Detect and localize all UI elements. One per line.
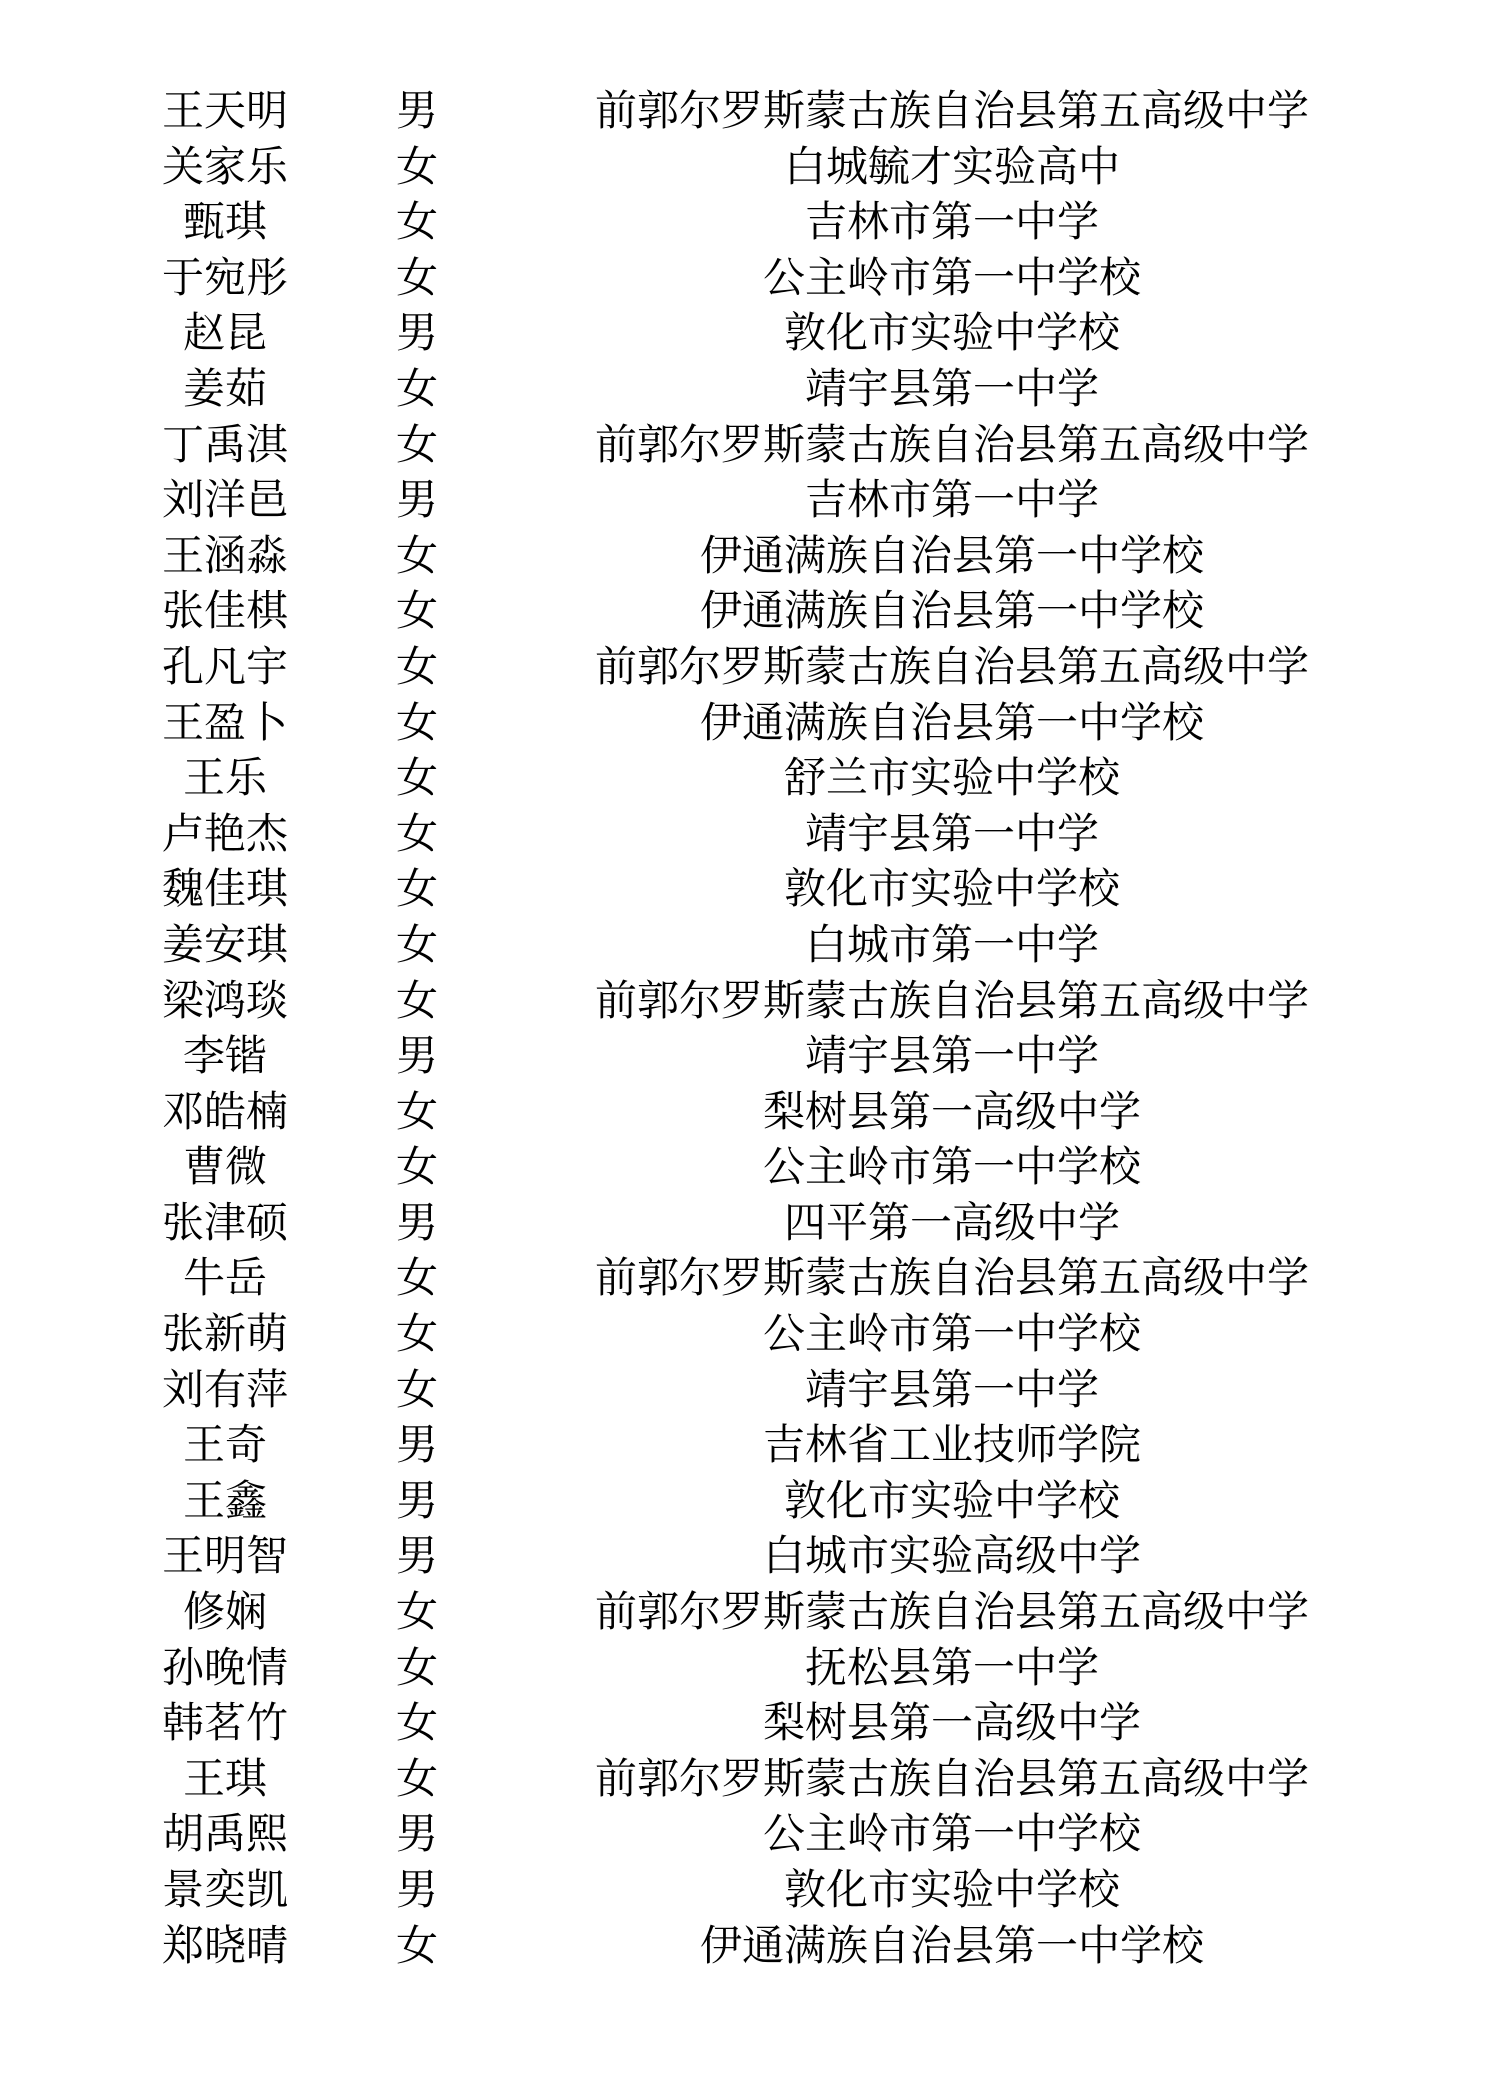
list-item bbox=[0, 194, 1496, 250]
list-item bbox=[0, 639, 1496, 695]
student-gender: 女 bbox=[395, 141, 438, 191]
student-school: 白城市第一中学 bbox=[804, 919, 1099, 969]
list-item bbox=[0, 1640, 1496, 1696]
student-name: 邓皓楠 bbox=[161, 1086, 288, 1136]
student-school: 白城毓才实验高中 bbox=[783, 141, 1120, 191]
student-school: 舒兰市实验中学校 bbox=[783, 753, 1120, 803]
student-school: 敦化市实验中学校 bbox=[783, 1865, 1120, 1914]
student-gender: 女 bbox=[395, 530, 438, 580]
list-item bbox=[0, 1362, 1496, 1418]
student-gender: 男 bbox=[395, 308, 438, 358]
student-name: 王鑫 bbox=[182, 1475, 267, 1525]
student-school: 公主岭市第一中学校 bbox=[762, 1809, 1141, 1859]
list-item bbox=[0, 1806, 1496, 1862]
student-gender: 女 bbox=[395, 1086, 438, 1136]
list-item bbox=[0, 417, 1496, 473]
student-name: 梁鸿琰 bbox=[161, 975, 288, 1025]
student-school: 吉林省工业技师学院 bbox=[762, 1420, 1141, 1470]
student-school: 公主岭市第一中学校 bbox=[762, 1309, 1141, 1359]
list-item bbox=[0, 1250, 1496, 1306]
student-name: 王奇 bbox=[182, 1420, 267, 1470]
student-school: 敦化市实验中学校 bbox=[783, 864, 1120, 914]
student-name: 张津硕 bbox=[161, 1197, 288, 1247]
student-name: 丁禹淇 bbox=[161, 419, 288, 469]
student-name: 李锴 bbox=[182, 1031, 267, 1081]
list-item bbox=[0, 139, 1496, 195]
student-school: 四平第一高级中学 bbox=[783, 1197, 1120, 1247]
student-gender: 女 bbox=[395, 1753, 438, 1803]
student-gender: 男 bbox=[395, 1865, 438, 1914]
student-school: 伊通满族自治县第一中学校 bbox=[699, 697, 1204, 747]
student-name: 修娴 bbox=[182, 1587, 267, 1637]
student-school: 前郭尔罗斯蒙古族自治县第五高级中学 bbox=[594, 86, 1309, 135]
student-gender: 男 bbox=[395, 1197, 438, 1247]
student-name: 郑晓晴 bbox=[161, 1920, 288, 1970]
student-school: 吉林市第一中学 bbox=[804, 197, 1099, 247]
student-gender: 女 bbox=[395, 1142, 438, 1192]
student-school: 前郭尔罗斯蒙古族自治县第五高级中学 bbox=[594, 975, 1309, 1025]
student-gender: 女 bbox=[395, 586, 438, 636]
student-school: 吉林市第一中学 bbox=[804, 475, 1099, 525]
student-school: 抚松县第一中学 bbox=[804, 1642, 1099, 1692]
student-school: 敦化市实验中学校 bbox=[783, 308, 1120, 358]
list-item bbox=[0, 861, 1496, 917]
student-gender: 女 bbox=[395, 975, 438, 1025]
student-gender: 女 bbox=[395, 808, 438, 858]
student-name: 孙晚情 bbox=[161, 1642, 288, 1692]
student-gender: 女 bbox=[395, 1698, 438, 1748]
student-gender: 男 bbox=[395, 1531, 438, 1581]
list-item bbox=[0, 361, 1496, 417]
student-school: 靖宇县第一中学 bbox=[804, 1364, 1099, 1414]
list-item bbox=[0, 1084, 1496, 1140]
student-name: 王涵淼 bbox=[161, 530, 288, 580]
student-name: 王天明 bbox=[161, 86, 288, 135]
list-item bbox=[0, 1695, 1496, 1751]
student-name: 张佳棋 bbox=[161, 586, 288, 636]
list-item bbox=[0, 695, 1496, 751]
student-gender: 女 bbox=[395, 1253, 438, 1303]
student-gender: 男 bbox=[395, 86, 438, 135]
student-name: 王明智 bbox=[161, 1531, 288, 1581]
student-list bbox=[0, 83, 1496, 1973]
student-name: 姜安琪 bbox=[161, 919, 288, 969]
list-item bbox=[0, 750, 1496, 806]
list-item bbox=[0, 472, 1496, 528]
student-school: 梨树县第一高级中学 bbox=[762, 1698, 1141, 1748]
student-name: 景奕凯 bbox=[161, 1865, 288, 1914]
student-gender: 女 bbox=[395, 363, 438, 413]
student-name: 王盈卜 bbox=[161, 697, 288, 747]
student-name: 王琪 bbox=[182, 1753, 267, 1803]
student-gender: 女 bbox=[395, 252, 438, 302]
student-name: 刘洋邑 bbox=[161, 475, 288, 525]
list-item bbox=[0, 973, 1496, 1029]
student-school: 前郭尔罗斯蒙古族自治县第五高级中学 bbox=[594, 419, 1309, 469]
list-item bbox=[0, 1584, 1496, 1640]
student-name: 胡禹熙 bbox=[161, 1809, 288, 1859]
student-name: 张新萌 bbox=[161, 1309, 288, 1359]
student-school: 靖宇县第一中学 bbox=[804, 1031, 1099, 1081]
list-item bbox=[0, 583, 1496, 639]
student-name: 刘有萍 bbox=[161, 1364, 288, 1414]
list-item bbox=[0, 1417, 1496, 1473]
student-school: 前郭尔罗斯蒙古族自治县第五高级中学 bbox=[594, 1753, 1309, 1803]
student-name: 牛岳 bbox=[182, 1253, 267, 1303]
student-gender: 女 bbox=[395, 697, 438, 747]
student-name: 曹微 bbox=[182, 1142, 267, 1192]
list-item bbox=[0, 917, 1496, 973]
student-gender: 女 bbox=[395, 1920, 438, 1970]
student-name: 于宛彤 bbox=[161, 252, 288, 302]
student-school: 公主岭市第一中学校 bbox=[762, 1142, 1141, 1192]
list-item bbox=[0, 806, 1496, 862]
student-gender: 女 bbox=[395, 753, 438, 803]
student-name: 孔凡宇 bbox=[161, 641, 288, 691]
student-name: 赵昆 bbox=[182, 308, 267, 358]
student-gender: 女 bbox=[395, 197, 438, 247]
student-gender: 女 bbox=[395, 1587, 438, 1637]
student-name: 魏佳琪 bbox=[161, 864, 288, 914]
list-item bbox=[0, 305, 1496, 361]
list-item bbox=[0, 250, 1496, 306]
student-name: 关家乐 bbox=[161, 141, 288, 191]
student-school: 靖宇县第一中学 bbox=[804, 808, 1099, 858]
student-name: 王乐 bbox=[182, 753, 267, 803]
list-item bbox=[0, 1028, 1496, 1084]
student-gender: 女 bbox=[395, 641, 438, 691]
student-gender: 女 bbox=[395, 864, 438, 914]
student-gender: 女 bbox=[395, 419, 438, 469]
student-gender: 男 bbox=[395, 1475, 438, 1525]
student-school: 公主岭市第一中学校 bbox=[762, 252, 1141, 302]
list-item bbox=[0, 1918, 1496, 1974]
list-item bbox=[0, 1473, 1496, 1529]
student-gender: 男 bbox=[395, 1420, 438, 1470]
student-school: 前郭尔罗斯蒙古族自治县第五高级中学 bbox=[594, 1253, 1309, 1303]
student-name: 姜茹 bbox=[182, 363, 267, 413]
student-gender: 女 bbox=[395, 919, 438, 969]
list-item bbox=[0, 1528, 1496, 1584]
list-item bbox=[0, 83, 1496, 139]
student-gender: 男 bbox=[395, 1809, 438, 1859]
student-name: 韩茗竹 bbox=[161, 1698, 288, 1748]
student-school: 白城市实验高级中学 bbox=[762, 1531, 1141, 1581]
list-item bbox=[0, 1139, 1496, 1195]
student-school: 前郭尔罗斯蒙古族自治县第五高级中学 bbox=[594, 1587, 1309, 1637]
student-school: 伊通满族自治县第一中学校 bbox=[699, 1920, 1204, 1970]
student-school: 前郭尔罗斯蒙古族自治县第五高级中学 bbox=[594, 641, 1309, 691]
student-school: 伊通满族自治县第一中学校 bbox=[699, 530, 1204, 580]
student-name: 卢艳杰 bbox=[161, 808, 288, 858]
student-name: 甄琪 bbox=[182, 197, 267, 247]
student-school: 靖宇县第一中学 bbox=[804, 363, 1099, 413]
student-gender: 女 bbox=[395, 1364, 438, 1414]
student-school: 敦化市实验中学校 bbox=[783, 1475, 1120, 1525]
student-gender: 女 bbox=[395, 1642, 438, 1692]
student-gender: 男 bbox=[395, 475, 438, 525]
student-gender: 女 bbox=[395, 1309, 438, 1359]
list-item bbox=[0, 1306, 1496, 1362]
list-item bbox=[0, 1862, 1496, 1918]
list-item bbox=[0, 528, 1496, 584]
student-school: 伊通满族自治县第一中学校 bbox=[699, 586, 1204, 636]
student-gender: 男 bbox=[395, 1031, 438, 1081]
student-school: 梨树县第一高级中学 bbox=[762, 1086, 1141, 1136]
list-item bbox=[0, 1195, 1496, 1251]
list-item bbox=[0, 1751, 1496, 1807]
